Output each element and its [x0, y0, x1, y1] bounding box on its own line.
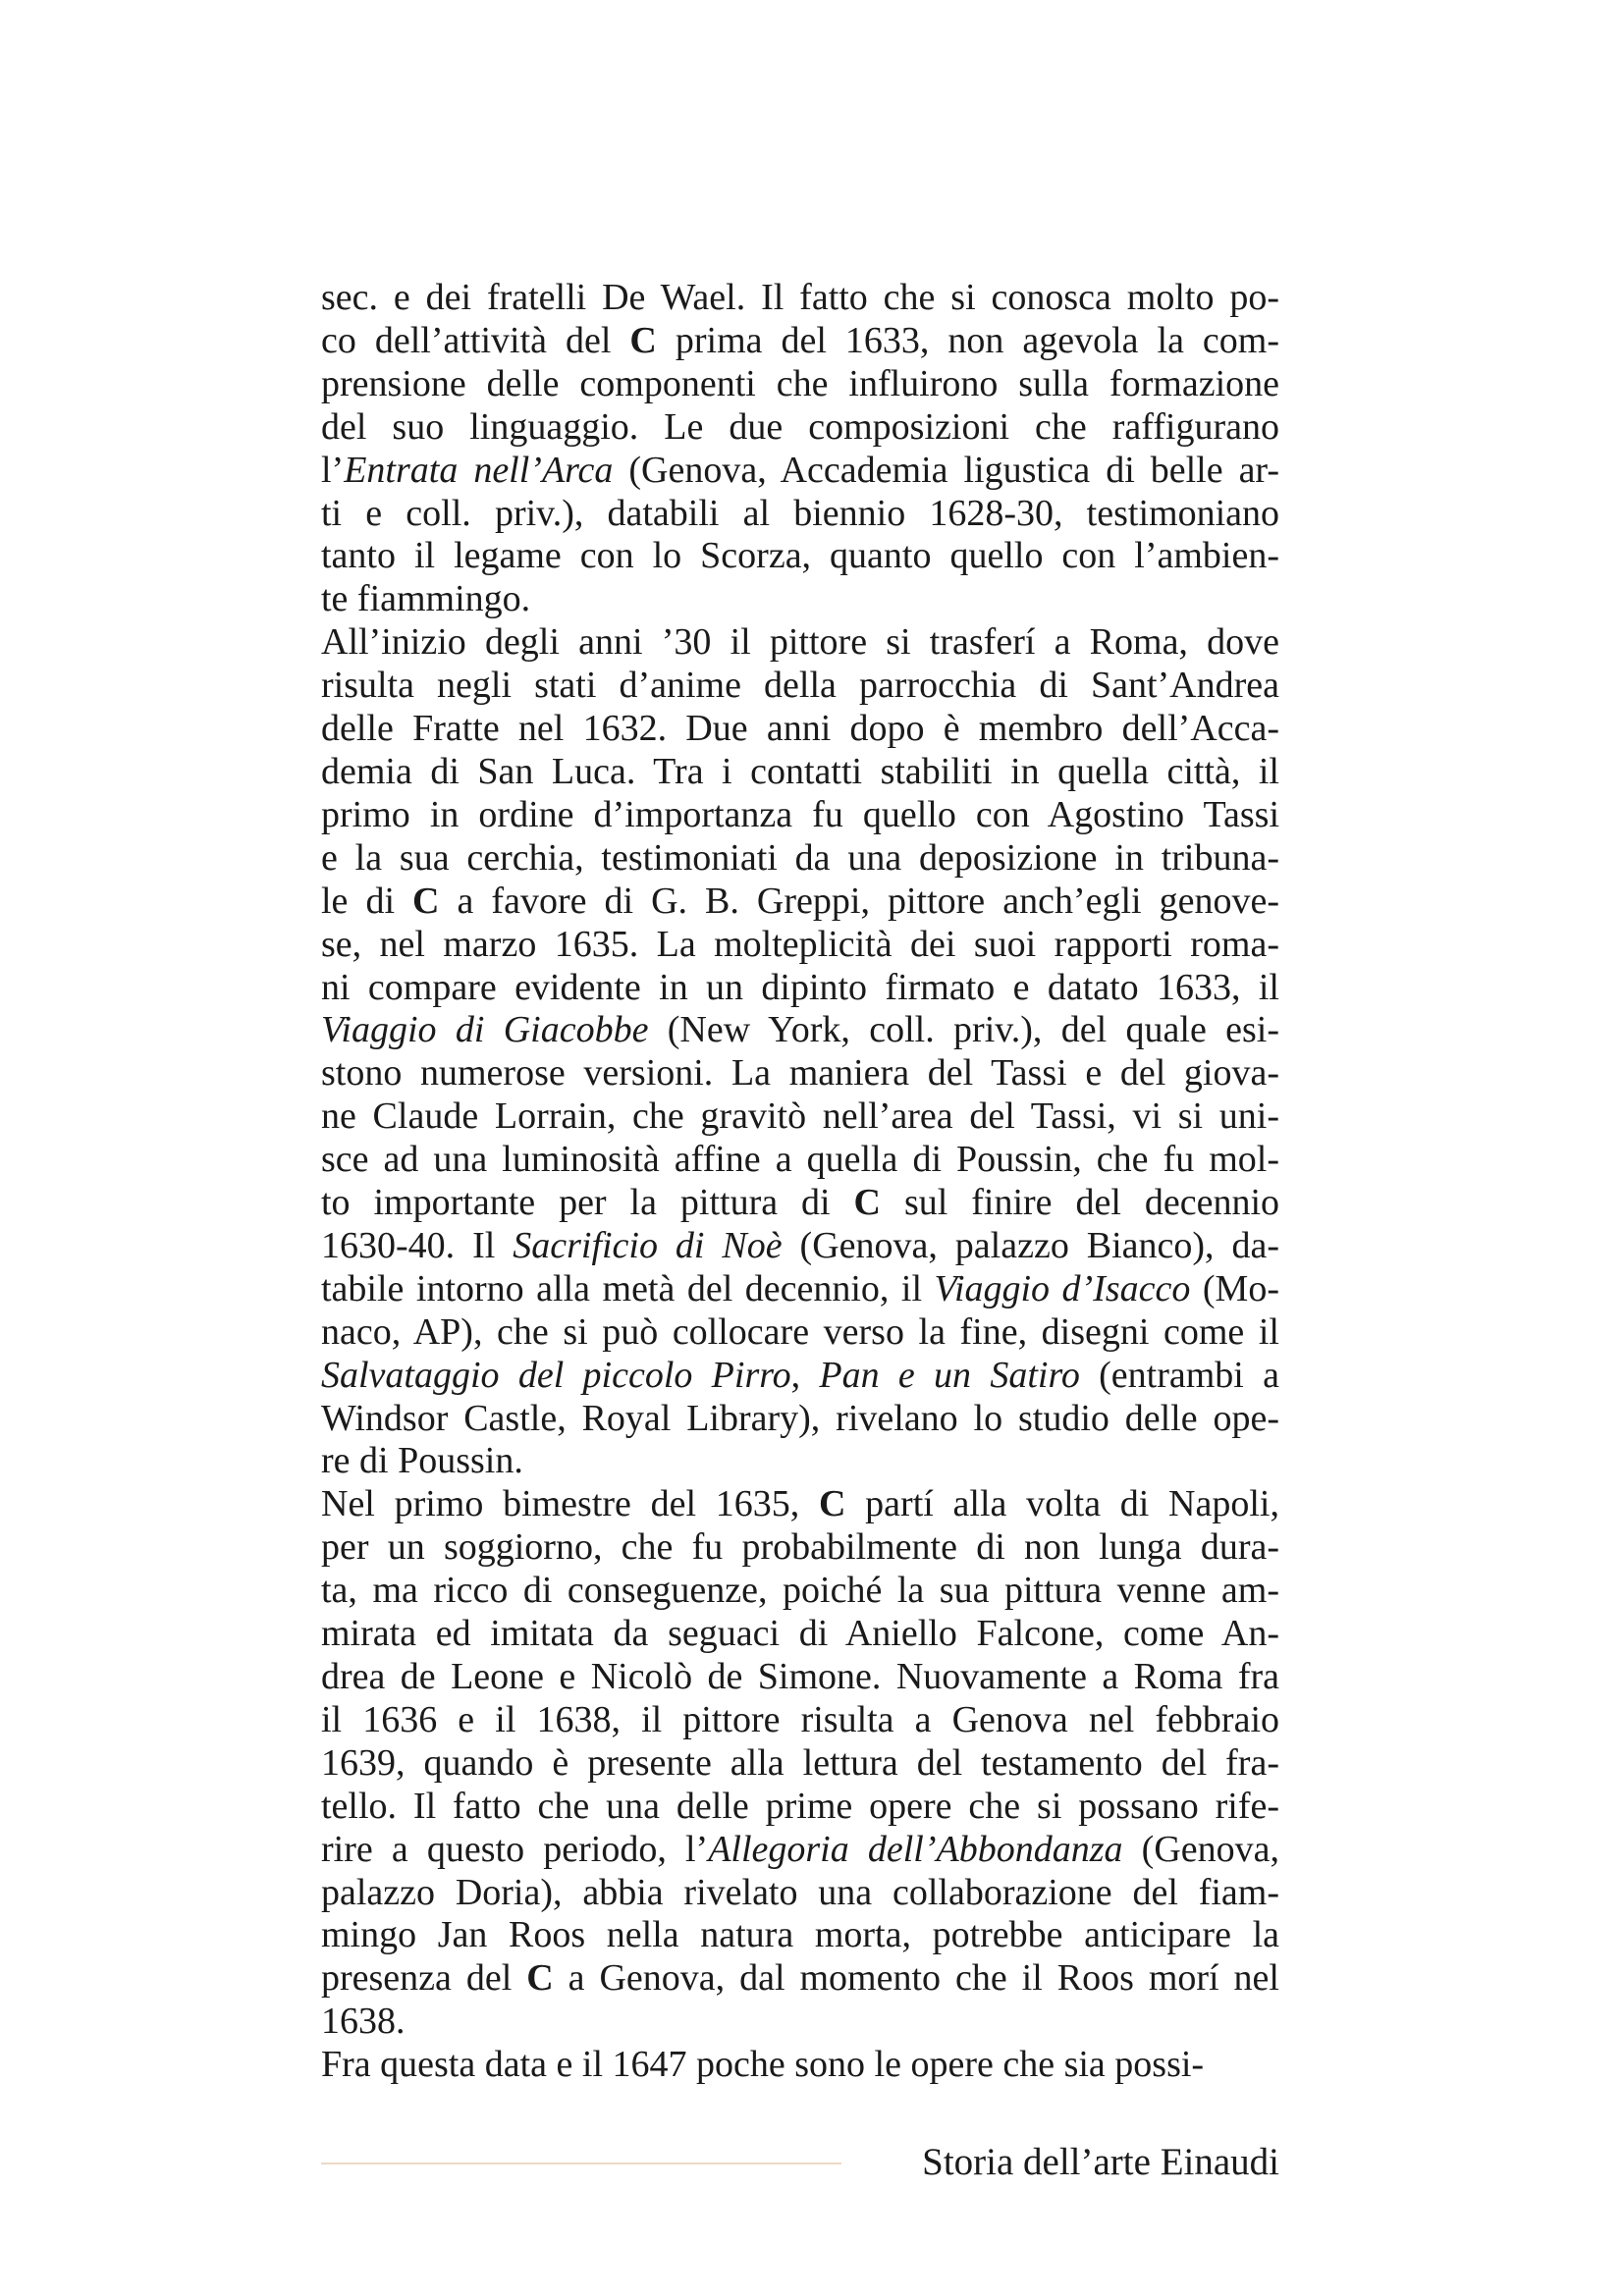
text-line: tabile intorno alla metà del decennio, il Viaggio d’Isacco (Mo-	[321, 1267, 1279, 1309]
text-line: Fra questa data e il 1647 poche sono le opere che sia possi-	[321, 2044, 1205, 2086]
text-line: 1639, quando è presente alla lettura del testamento del fra-	[321, 1741, 1279, 1784]
footer-title: Storia dell’arte Einaudi	[922, 2141, 1279, 2183]
text-line: 1638.	[321, 2001, 406, 2043]
text-line: Salvataggio del piccolo Pirro, Pan e un Satiro (entrambi a	[321, 1354, 1279, 1396]
text-line: sce ad una luminosità affine a quella di Poussin, che fu mol-	[321, 1139, 1279, 1181]
text-line: risulta negli stati d’anime della parrocchia di Sant’Andrea	[321, 665, 1279, 707]
text-line: e la sua cerchia, testimoniati da una deposizione in tribuna-	[321, 836, 1279, 879]
text-line: l’Entrata nell’Arca (Genova, Accademia ligustica di belle ar-	[321, 449, 1279, 491]
text-line: delle Fratte nel 1632. Due anni dopo è membro dell’Acca-	[321, 708, 1279, 750]
text-line: Windsor Castle, Royal Library), rivelano lo studio delle ope-	[321, 1397, 1279, 1439]
text-line: mingo Jan Roos nella natura morta, potrebbe anticipare la	[321, 1914, 1279, 1956]
text-line: ni compare evidente in un dipinto firmato e datato 1633, il	[321, 966, 1279, 1008]
body-text	[321, 277, 1279, 2087]
text-line: sec. e dei fratelli De Wael. Il fatto che si conosca molto po-	[321, 277, 1279, 318]
text-line: le di C a favore di G. B. Greppi, pittore anch’egli genove-	[321, 880, 1279, 922]
text-line: Viaggio di Giacobbe (New York, coll. priv.), del quale esi-	[321, 1009, 1279, 1051]
text-line: naco, AP), che si può collocare verso la fine, disegni come il	[321, 1310, 1279, 1353]
text-line: tello. Il fatto che una delle prime opere che si possano rife-	[321, 1785, 1279, 1827]
text-line: All’inizio degli anni ’30 il pittore si trasferí a Roma, dove	[321, 621, 1279, 664]
text-line: prensione delle componenti che influirono sulla formazione	[321, 362, 1279, 404]
text-line: mirata ed imitata da seguaci di Aniello Falcone, come An-	[321, 1613, 1279, 1655]
text-line: te fiammingo.	[321, 578, 531, 620]
text-line: re di Poussin.	[321, 1440, 523, 1482]
text-line: per un soggiorno, che fu probabilmente di non lunga dura-	[321, 1526, 1279, 1569]
text-line: stono numerose versioni. La maniera del Tassi e del giova-	[321, 1052, 1279, 1095]
text-line: rire a questo periodo, l’Allegoria dell’Abbondanza (Genova,	[321, 1828, 1279, 1870]
text-line: ta, ma ricco di conseguenze, poiché la sua pittura venne am-	[321, 1570, 1279, 1612]
text-line: palazzo Doria), abbia rivelato una collaborazione del fiam-	[321, 1871, 1279, 1913]
text-line: co dell’attività del C prima del 1633, non agevola la com-	[321, 319, 1280, 361]
text-line: ti e coll. priv.), databili al biennio 1628-30, testimoniano	[321, 492, 1279, 534]
text-line: del suo linguaggio. Le due composizioni che raffigurano	[321, 405, 1279, 448]
text-line: se, nel marzo 1635. La molteplicità dei suoi rapporti roma-	[321, 923, 1279, 965]
text-line: Nel primo bimestre del 1635, C partí alla volta di Napoli,	[321, 1483, 1279, 1525]
text-line: tanto il legame con lo Scorza, quanto quello con l’ambien-	[321, 535, 1279, 577]
text-line: demia di San Luca. Tra i contatti stabiliti in quella città, il	[321, 750, 1279, 792]
text-line: ne Claude Lorrain, che gravitò nell’area del Tassi, vi si uni-	[321, 1095, 1279, 1138]
footer-rule	[321, 2163, 841, 2164]
text-line: primo in ordine d’importanza fu quello con Agostino Tassi	[321, 793, 1279, 835]
text-line: il 1636 e il 1638, il pittore risulta a Genova nel febbraio	[321, 1698, 1279, 1740]
text-line: presenza del C a Genova, dal momento che il Roos morí nel	[321, 1957, 1279, 2000]
text-line: drea de Leone e Nicolò de Simone. Nuovamente a Roma fra	[321, 1656, 1279, 1697]
text-line: to importante per la pittura di C sul finire del decennio	[321, 1182, 1279, 1224]
text-line: 1630-40. Il Sacrificio di Noè (Genova, palazzo Bianco), da-	[321, 1224, 1279, 1266]
